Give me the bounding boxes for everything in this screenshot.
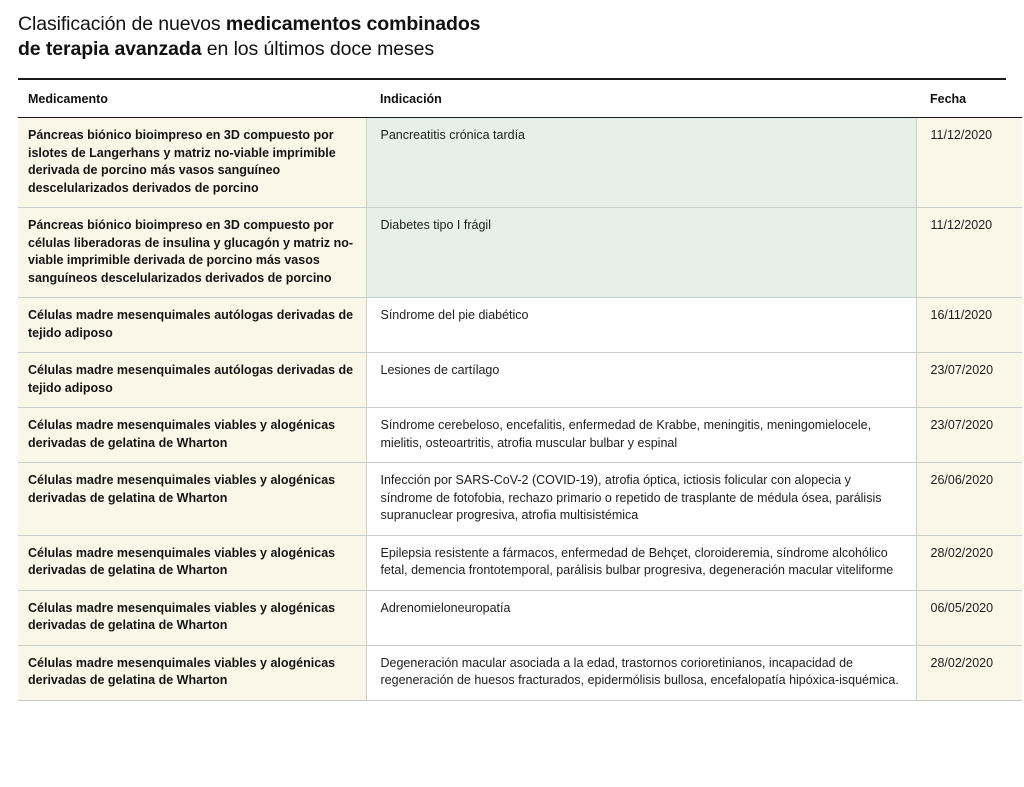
cell-fecha: 23/07/2020 xyxy=(916,408,1022,463)
title-part-bold-2: de terapia avanzada xyxy=(18,38,202,60)
cell-medicamento: Células madre mesenquimales viables y alogénicas derivadas de gelatina de Wharton xyxy=(18,535,366,590)
column-header-fecha: Fecha xyxy=(916,80,1022,118)
table-row xyxy=(18,645,1022,700)
table-row xyxy=(18,353,1022,408)
cell-indicacion: Infección por SARS-CoV-2 (COVID-19), atrofia óptica, ictiosis folicular con alopecia y síndrome de fotofobia, rechazo primario o repetido de trasplante de médula ósea, parálisis supranuclear progresiva, atrofia multisistémica xyxy=(366,463,916,536)
cell-fecha: 28/02/2020 xyxy=(916,645,1022,700)
cell-fecha: 28/02/2020 xyxy=(916,535,1022,590)
table-row xyxy=(18,118,1022,208)
table-body xyxy=(18,118,1022,701)
cell-indicacion: Epilepsia resistente a fármacos, enfermedad de Behçet, cloroideremia, síndrome alcohólico fetal, demencia frontotemporal, parálisis bulbar progresiva, degeneración macular viteliforme xyxy=(366,535,916,590)
cell-fecha: 06/05/2020 xyxy=(916,590,1022,645)
table-row xyxy=(18,408,1022,463)
cell-fecha: 16/11/2020 xyxy=(916,298,1022,353)
table-row xyxy=(18,298,1022,353)
cell-medicamento: Células madre mesenquimales viables y alogénicas derivadas de gelatina de Wharton xyxy=(18,590,366,645)
table-header xyxy=(18,80,1022,118)
cell-medicamento: Páncreas biónico bioimpreso en 3D compuesto por islotes de Langerhans y matriz no-viable imprimible derivada de porcino más vasos sanguíneo descelularizados derivados de porcino xyxy=(18,118,366,208)
cell-medicamento: Páncreas biónico bioimpreso en 3D compuesto por células liberadoras de insulina y glucagón y matriz no-viable imprimible derivada de porcino más vasos sanguíneos descelularizados derivados de porcino xyxy=(18,208,366,298)
cell-medicamento: Células madre mesenquimales autólogas derivadas de tejido adiposo xyxy=(18,353,366,408)
cell-fecha: 26/06/2020 xyxy=(916,463,1022,536)
cell-indicacion: Adrenomieloneuropatía xyxy=(366,590,916,645)
table-header-row xyxy=(18,80,1022,118)
title-part-bold-1: medicamentos combinados xyxy=(225,13,481,35)
title-line-1 xyxy=(18,12,1010,37)
cell-indicacion: Pancreatitis crónica tardía xyxy=(366,118,916,208)
cell-medicamento: Células madre mesenquimales viables y alogénicas derivadas de gelatina de Wharton xyxy=(18,645,366,700)
table-row xyxy=(18,208,1022,298)
table-row xyxy=(18,463,1022,536)
table-row xyxy=(18,535,1022,590)
cell-medicamento: Células madre mesenquimales viables y alogénicas derivadas de gelatina de Wharton xyxy=(18,463,366,536)
column-header-medicamento: Medicamento xyxy=(18,80,366,118)
cell-indicacion: Diabetes tipo I frágil xyxy=(366,208,916,298)
page-title xyxy=(10,0,1014,72)
cell-fecha: 11/12/2020 xyxy=(916,118,1022,208)
cell-indicacion: Síndrome del pie diabético xyxy=(366,298,916,353)
cell-medicamento: Células madre mesenquimales autólogas derivadas de tejido adiposo xyxy=(18,298,366,353)
column-header-indicacion: Indicación xyxy=(366,80,916,118)
title-part-plain-1: Clasificación de nuevos xyxy=(18,13,226,35)
title-part-plain-2: en los últimos doce meses xyxy=(201,38,435,60)
cell-medicamento: Células madre mesenquimales viables y alogénicas derivadas de gelatina de Wharton xyxy=(18,408,366,463)
cell-indicacion: Síndrome cerebeloso, encefalitis, enfermedad de Krabbe, meningitis, meningomielocele, mielitis, osteoartritis, atrofia muscular bulbar y espinal xyxy=(366,408,916,463)
table-row xyxy=(18,590,1022,645)
cell-indicacion: Degeneración macular asociada a la edad, trastornos corioretinianos, incapacidad de regeneración de huesos fracturados, epidermólisis bullosa, encefalopatía hipóxica-isquémica. xyxy=(366,645,916,700)
cell-fecha: 23/07/2020 xyxy=(916,353,1022,408)
cell-fecha: 11/12/2020 xyxy=(916,208,1022,298)
medicines-table xyxy=(18,80,1022,701)
cell-indicacion: Lesiones de cartílago xyxy=(366,353,916,408)
title-line-2 xyxy=(18,37,1010,62)
